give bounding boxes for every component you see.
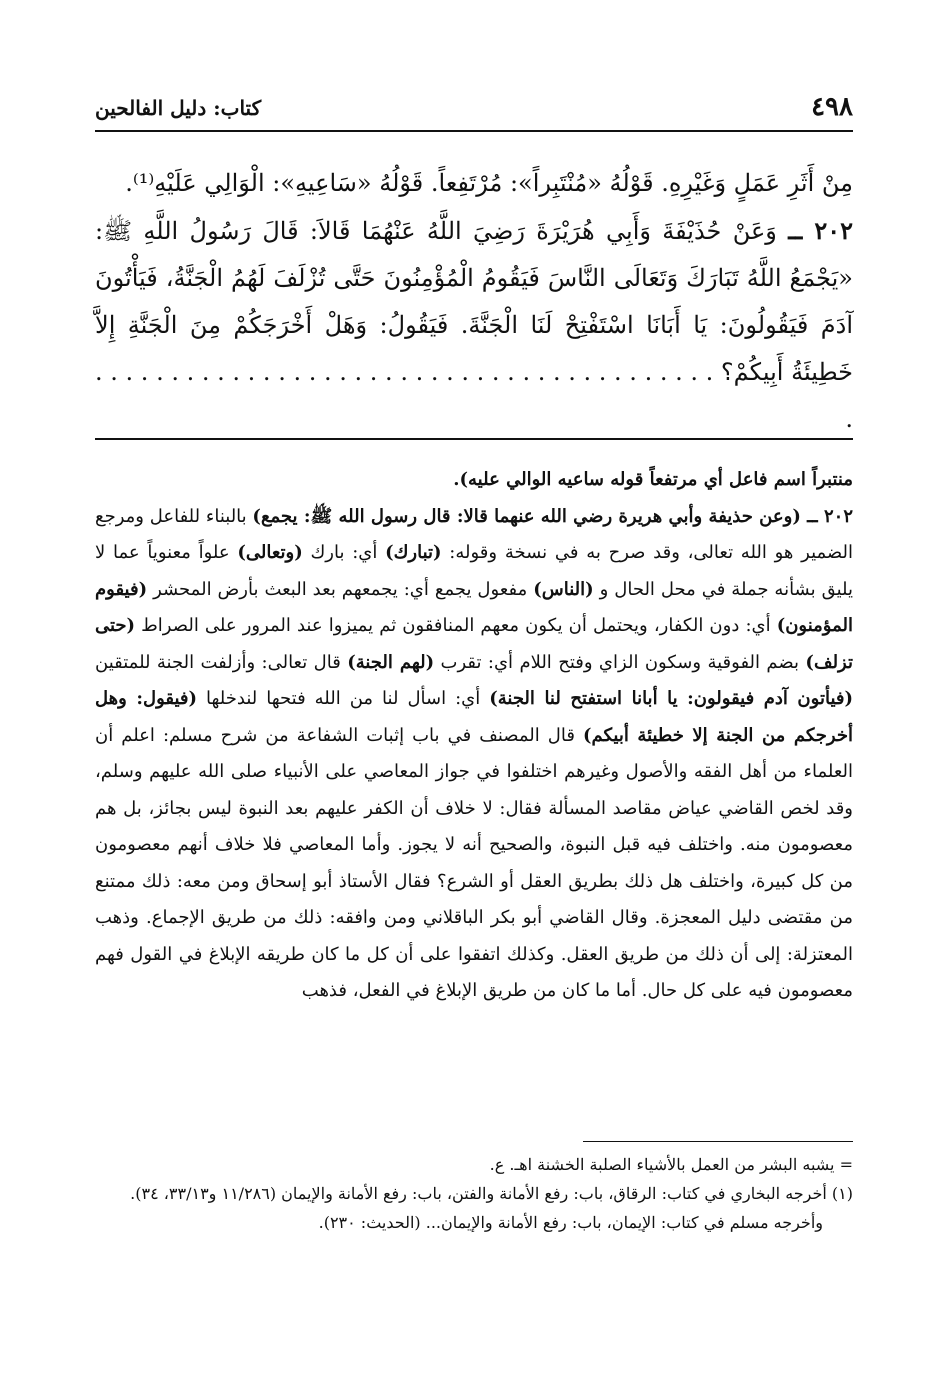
footnotes	[95, 1150, 853, 1237]
quoted-term: (تبارك)	[385, 542, 442, 563]
footnote-1-cont: وأخرجه مسلم في كتاب: الإيمان، باب: رفع الأمانة والإيمان... (الحديث: ٢٣٠).	[318, 1213, 823, 1232]
commentary-span: مفعول يجمع أي: يجمعهم بعد البعث بأرض المحشر	[147, 578, 534, 600]
running-header	[95, 90, 853, 132]
commentary-line: منتبراً اسم فاعل أي مرتفعاً قوله ساعيه الوالي عليه).	[453, 469, 853, 490]
quoted-term: (حتى تزلف)	[95, 615, 853, 673]
book-title: كتاب: دليل الفالحين	[95, 96, 262, 120]
commentary-paragraph	[95, 499, 853, 1010]
commentary-span: بضم الفوقية وسكون الزاي وفتح اللام أي: تقرب	[434, 651, 806, 673]
commentary-span: قال تعالى: وأزلفت الجنة للمتقين	[95, 651, 348, 673]
matn-text	[95, 160, 853, 443]
commentary-span: أي: اسأل لنا من الله فتحها لندخلها	[197, 688, 490, 709]
quoted-term: (لهم الجنة)	[347, 651, 435, 673]
quoted-term: (الناس)	[533, 578, 594, 600]
hadith-heading: ٢٠٢ ــ (وعن حذيفة وأبي هريرة رضي الله عنهما قالا: قال رسول الله ﷺ: يجمع)	[252, 505, 853, 527]
footnote-1: (١) أخرجه البخاري في كتاب: الرقاق، باب: رفع الأمانة والفتن، باب: رفع الأمانة والإيمان (١١/٢٨٦ و٣٣/١٣، ٣٤).	[130, 1184, 853, 1203]
quoted-term: (فيقوم المؤمنون)	[95, 578, 853, 636]
hadith-number: ٢٠٢ ــ	[788, 216, 853, 245]
quoted-term: (فيقول: وهل أخرجكم من الجنة إلا خطيئة أبيكم)	[95, 688, 853, 746]
page-number: ٤٩٨	[811, 92, 853, 122]
ellipsis-dots: . . . . . . . . . . . . . . . . . . . . . . . . . . . . . . . . . . . . . . . . . .	[95, 358, 853, 433]
commentary-span: بالبناء للفاعل ومرجع الضمير هو الله تعالى، وقد صرح به في نسخة وقوله:	[95, 505, 853, 563]
hadith-paragraph	[95, 207, 853, 443]
matn-line: مِنْ أَثَرِ عَمَلٍ وَغَيْرِهِ. قَوْلُهُ «مُنْتَبِراً»: مُرْتَفِعاً. قَوْلُهُ «سَاعِيهِ»: الْوَالِي عَلَيْهِ⁽¹⁾.	[125, 169, 853, 197]
matn-divider	[95, 438, 853, 440]
commentary-span: قال المصنف في باب إثبات الشفاعة من شرح مسلم: اعلم أن العلماء من أهل الفقه والأصول وغيرهم اختلفوا في جواز المعاصي على الأنبياء صلى الله عليهم وسلم، وقد لخص القاضي عياض مقاصد المسألة فقال: لا خلاف أن الكفر عليهم بعد النبوة ليس بجائز، بل هم معصومون منه. واختلف فيه قبل النبوة، والصحيح أنه لا يجوز. وأما المعاصي فلا خلاف أنهم معصومون من كل كبيرة، واختلف هل ذلك بطريق العقل أو الشرع؟ فقال الأستاذ أبو إسحاق ومن معه: ذلك ممتنع من مقتضى دليل المعجزة. وقال القاضي أبو بكر الباقلاني ومن وافقه: ذلك من طريق الإجماع. وذهب المعتزلة: إلى أن ذلك من طريق العقل. وكذلك اتفقوا على أن كل ما كان طريقه الإبلاغ في القول فهم معصومون فيه على كل حال. أما ما كان من طريق الإبلاغ في الفعل، فذهب	[95, 724, 853, 1001]
footnote-continuation: = يشبه البشر من العمل بالأشياء الصلبة الخشنة اهـ. ع.	[489, 1155, 853, 1174]
commentary-span: علواً معنوياً عما لا يليق بشأنه جملة في محل الحال و	[95, 542, 853, 600]
commentary-span: أي: دون الكفار، ويحتمل أن يكون معهم المنافقون ثم يميزوا عند المرور على الصراط	[135, 615, 777, 636]
commentary-text	[95, 462, 853, 1010]
quoted-term: (فيأتون آدم فيقولون: يا أبانا استفتح لنا الجنة)	[489, 688, 853, 709]
hadith-text: وَعَنْ حُذَيْفَةَ وَأَبِي هُرَيْرَةَ رَضِيَ اللَّهُ عَنْهُمَا قَالاَ: قَالَ رَسُولُ اللَّهِ ﷺ: «يَجْمَعُ اللَّهُ تَبَارَكَ وَتَعَالَى النَّاسَ فَيَقُومُ الْمُؤْمِنُونَ حَتَّى تُزْلَفَ لَهُمُ الْجَنَّةُ، فَيَأْتُونَ آدَمَ فَيَقُولُونَ: يَا أَبَانَا اسْتَفْتِحْ لَنَا الْجَنَّةَ. فَيَقُولُ: وَهَلْ أَخْرَجَكُمْ مِنَ الْجَنَّةِ إِلاَّ خَطِيئَةُ أَبِيكُمْ؟	[95, 217, 853, 386]
quoted-term: (وتعالى)	[237, 542, 303, 563]
commentary-span: أي: بارك	[302, 542, 386, 563]
footnote-divider	[583, 1141, 853, 1142]
